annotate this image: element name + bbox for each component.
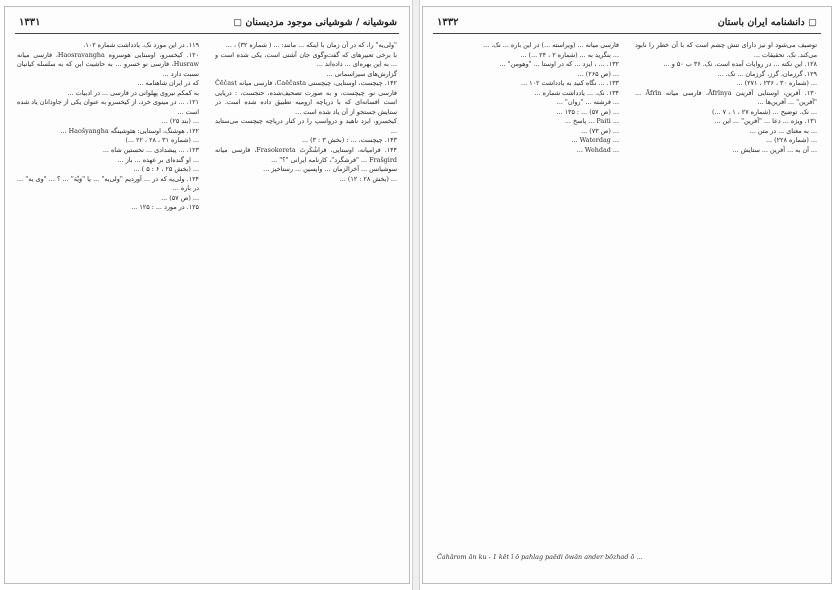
- paragraph: ... نک. توضیح ... (شماره ۲۷ ، ۱ ، ۷ ...): [711, 107, 817, 116]
- transliteration-line: Čahārom ān ku - 1 kēt ī ō pahlag paēdi ōwān ander bōzhad ō ...: [437, 553, 643, 561]
- paragraph: ... آن به ... آفرین ... ستایش ...: [732, 146, 817, 155]
- paragraph: ۱۴۲. چیچست، اوستایی، چیچستی Caēčasta، فارسی میانه Čēčast فارسی نو، چیچست، و به صورت تصحیف‌شده، حنجست، : دریایی است افسانه‌ای که با دریاچه ارومیه تطبیق داده شده است. در ستایش جستجو از آن یاد شده است ...: [215, 79, 397, 116]
- paragraph: ... به معنای ... در متن ...: [749, 126, 817, 135]
- page-number: ۱۳۳۱: [19, 17, 41, 28]
- running-head: شوشیانه / شوشیانی موجود مزدیسنان ▢: [233, 17, 397, 28]
- paragraph: ... Wehdad ...: [576, 146, 619, 155]
- paragraph: توصیف می‌شود او نیز دارای تنش چشم است که با آن خطر را نابود می‌کند. نک. تحقیقات ...: [635, 41, 817, 59]
- running-head: ▢ دانشنامه ایران باستان: [717, 17, 817, 28]
- paragraph: ... (ص ۵۷) ... : ۱۳۵ ...: [556, 107, 619, 116]
- paragraph: ۱۳۲. ... ، ایزد ... که در اوستا ... "وهومن" ...: [499, 60, 619, 69]
- paragraph: ۱۴۴. فرامیانه، اوستایی، فراشُکَرِتَ Frasokereta، فارسی میانه Frašgird ... "فرشگرد"، کارنامه ایرانی "؟" ...: [215, 146, 397, 164]
- paragraph: ۱۲۹. گرزمان، گرز، گرزمان ... نک. ...: [717, 69, 817, 78]
- paragraph: کیخسرو، ایزد ناهید و درواسپ را در کنار دریاچه چیچست می‌ستاید ...: [215, 117, 397, 135]
- header-rule: [433, 33, 821, 34]
- paragraph: ۱۲۲. هوشنگ، اوستایی: هئوشینگه Haošyangha ...: [60, 126, 199, 135]
- paragraph: ۱۳۱. ویژه ... دعا ... "آفرین" ... این ...: [714, 117, 817, 126]
- paragraph: ... بنگرید به ... (شماره ۲ ، ۲۴ ...) ...: [520, 50, 619, 59]
- paragraph: ۱۲۱. ... در مینوی خرد، از کیخسرو به عنوان یکی از جاودانان یاد شده است ...: [17, 98, 199, 116]
- paragraph: ... (شماره ۲۲۸) ...: [765, 136, 817, 145]
- paragraph: ۱۳۰. آفرین، اوستایی آفرینیَ Āfrīnya، فارسی میانه Āfrīn ... "آفرین" ... آفرین‌ها ...: [635, 88, 817, 107]
- paragraph: ۱۴۳. چیچست، ... : (بخش ۳ : ۳) ...: [301, 136, 397, 145]
- paragraph: ۱۳۴. نک. ... یادداشت شماره ...: [534, 88, 619, 97]
- text-column-left: [437, 41, 619, 536]
- paragraph: ... (بند ۲۵) ...: [161, 117, 199, 126]
- page-number: ۱۳۳۲: [437, 17, 459, 28]
- book-gutter: [412, 0, 420, 590]
- paragraph: "ولی‌یه" را، که در آن زمان با اینکه ... مانند: ... ( شماره ۳۲) ، ...: [225, 41, 397, 49]
- paragraph: ۱۲۳. ... پیشدادی ... نخستین شاه ...: [102, 146, 199, 155]
- paragraph: ... Waterdag ...: [571, 136, 619, 145]
- paragraph: که در ایران شاهنامه ...: [137, 79, 199, 88]
- paragraph: ... (بخش ۲۵ ، ۶ : ۵ ) ...: [133, 165, 199, 174]
- paragraph: به کمکم نیروی پهلوانی در فارسی ... در ادبیات ...: [67, 88, 199, 97]
- paragraph: ... (ص ۷۳) ...: [581, 126, 619, 135]
- paragraph: ۱۳۳. ... نگاه کنید به یادداشت ۱۰۲ ...: [521, 79, 619, 88]
- paragraph: با برخی تعبیرهای که گفت‌وگوی جان آشتی است، یکی شده است و ... به این بهره‌ای ... داده‌اند ...: [215, 50, 397, 69]
- paragraph: ... او گنده‌ای بر عهده ... باز ...: [117, 155, 199, 164]
- paragraph: گزارش‌های سیراسمانی ...: [326, 69, 397, 78]
- paragraph: ۱۱۹. در این مورد نک. یادداشت شماره ۱۰۲.: [83, 41, 199, 49]
- paragraph: سوشیانس ... آخرالزمان ... واپسین ... رستاخیز ...: [263, 165, 397, 174]
- paragraph: ۱۲۸. این نکته ... در روایات آمده است. نک. ۳۶ ب ۵۰ و ...: [663, 60, 817, 69]
- right-page: [422, 6, 832, 584]
- paragraph: ... (ص ۵۷) ...: [161, 193, 199, 202]
- paragraph: ۱۲۰. کیخسرو، اوستایی هوسروه Haosravangha، فارسی میانه Husraw، فارسی نو خسرو ... به حاشیت این که به سلسله کیانیان نسبت دارد ...: [17, 50, 199, 78]
- text-column-left: [17, 41, 199, 561]
- paragraph: فارسی میانه ... (ویراسته ...) در این باره ... نک. ...: [483, 41, 619, 49]
- paragraph: ... (بخش ۲۸ : ۱۲) ...: [339, 174, 397, 183]
- paragraph: ... (ص ۲۶۵) ...: [577, 69, 619, 78]
- paragraph: ۱۲۵. در مورد ... : ۱۲۵ ...: [131, 203, 199, 212]
- paragraph: ... فرشته ... "روان" ...: [556, 98, 619, 107]
- text-column-right: [215, 41, 397, 561]
- paragraph: ... Paiti ... پاسخ ...: [564, 117, 619, 126]
- header-rule: [15, 33, 399, 34]
- paragraph: ... (شماره ۳۰ ، ۲۳۶ ، ۲۷۱) ...: [736, 79, 817, 88]
- text-column-right: [635, 41, 817, 561]
- left-page: [4, 6, 410, 584]
- paragraph: ... (شماره ۳۱ ، ۲۸ ، ۲۲ ...): [125, 136, 199, 145]
- paragraph: ۱۲۴. ولی‌یه که در ... آوردیم "ولی‌یه" ... یا "وَیْهَ" ... ؟ ... "وی یه" ... در باره ...: [17, 174, 199, 193]
